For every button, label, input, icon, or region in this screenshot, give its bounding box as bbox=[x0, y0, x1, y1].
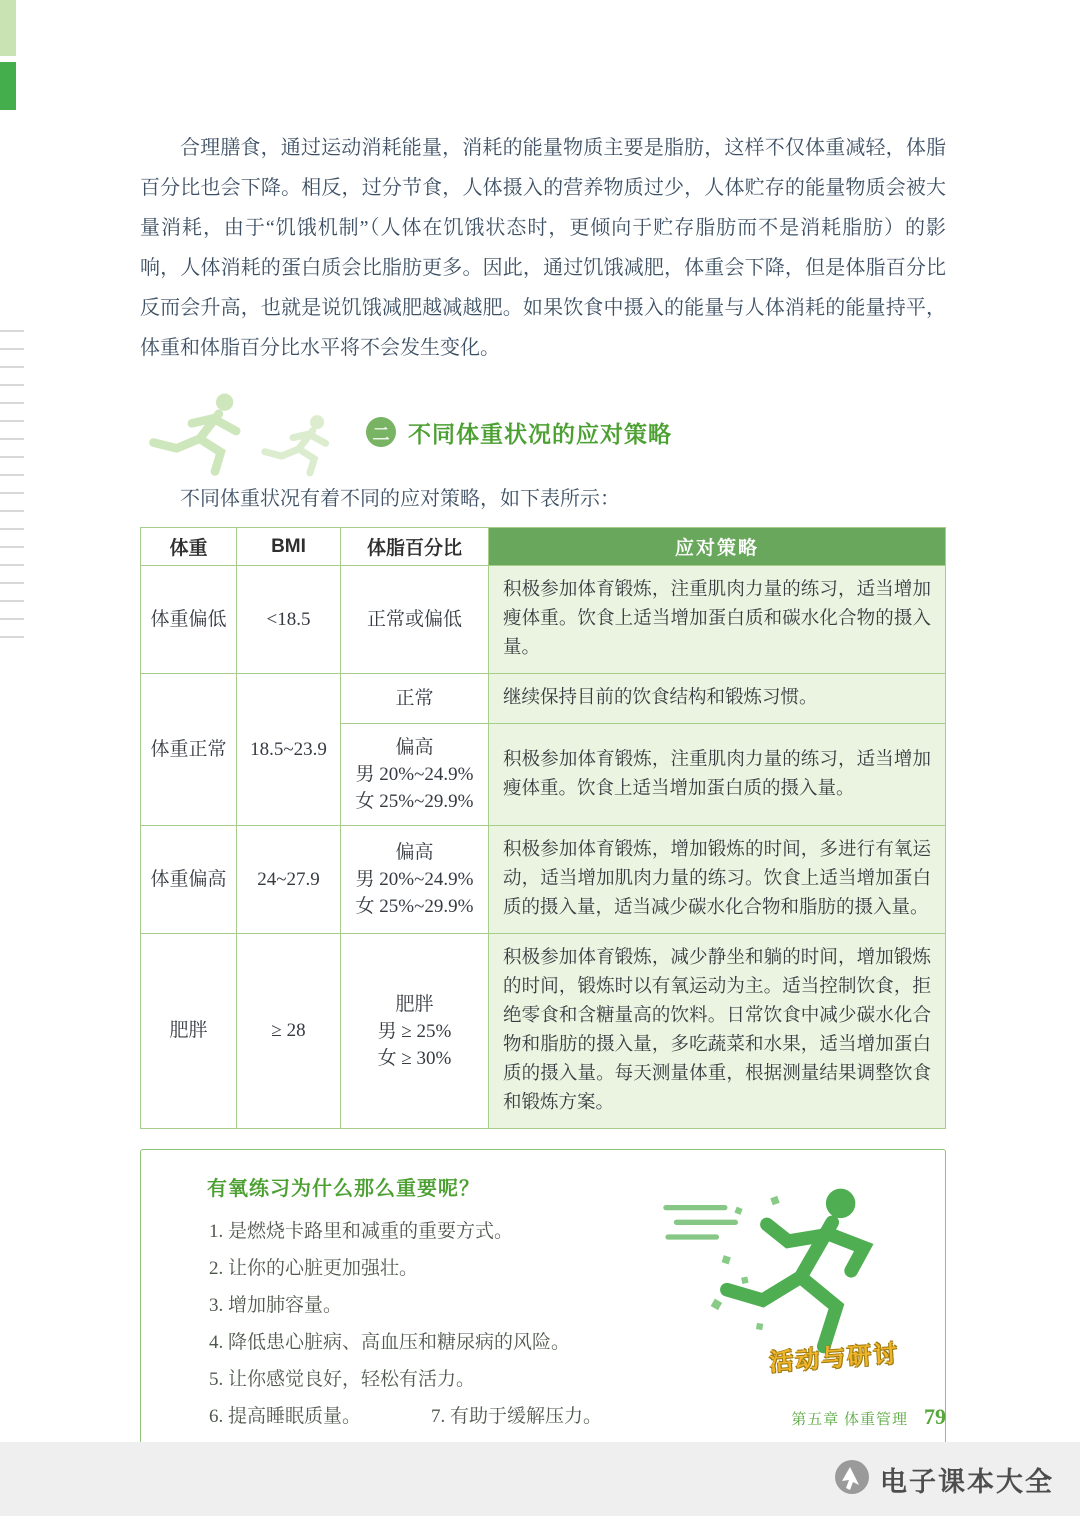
cell-bodyfat bbox=[341, 724, 489, 826]
bodyfat-label: 偏高 bbox=[395, 737, 434, 758]
cell-weight: 体重正常 bbox=[141, 674, 237, 826]
activity-item: 1. 是燃烧卡路里和减重的重要方式。 bbox=[209, 1221, 514, 1242]
cell-bmi: 18.5~23.9 bbox=[237, 674, 341, 826]
table-row bbox=[141, 566, 946, 674]
footer-chapter: 第五章 体重管理 bbox=[791, 1412, 908, 1428]
runner-silhouettes-icon bbox=[140, 387, 340, 477]
cell-weight: 肥胖 bbox=[141, 934, 237, 1129]
header-strategy: 应对策略 bbox=[489, 528, 946, 566]
cell-weight: 体重偏高 bbox=[141, 826, 237, 934]
cell-strategy: 积极参加体育锻炼，增加锻炼的时间，多进行有氧运动，适当增加肌肉力量的练习。饮食上适当增加蛋白质的摄入量，适当减少碳水化合物和脂肪的摄入量。 bbox=[489, 826, 946, 934]
watermark-strip bbox=[0, 1442, 1080, 1516]
bodyfat-female: 女 25%~29.9% bbox=[355, 896, 474, 917]
cell-bmi: ≥ 28 bbox=[237, 934, 341, 1129]
page-footer bbox=[791, 1404, 946, 1430]
publisher-logo-icon bbox=[834, 1459, 870, 1500]
corner-bar-light bbox=[0, 0, 16, 56]
cell-strategy: 积极参加体育锻炼，注重肌肉力量的练习，适当增加瘦体重。饮食上适当增加蛋白质的摄入量。 bbox=[489, 724, 946, 826]
table-row bbox=[141, 826, 946, 934]
activity-item: 7. 有助于缓解压力。 bbox=[431, 1406, 603, 1427]
cell-bmi: 24~27.9 bbox=[237, 826, 341, 934]
table-header-row bbox=[141, 528, 946, 566]
activity-item: 3. 增加肺容量。 bbox=[209, 1295, 343, 1316]
bodyfat-male: 男 20%~24.9% bbox=[355, 764, 474, 785]
section-title: 不同体重状况的应对策略 bbox=[408, 420, 672, 447]
cell-strategy: 积极参加体育锻炼，减少静坐和躺的时间，增加锻炼的时间，锻炼时以有氧运动为主。适当控制饮食，拒绝零食和含糖量高的饮料。日常饮食中减少碳水化合物和脂肪的摄入量，多吃蔬菜和水果，适当增加蛋白质的摄入量。每天测量体重，根据测量结果调整饮食和锻炼方案。 bbox=[489, 934, 946, 1129]
lead-sentence: 不同体重状况有着不同的应对策略，如下表所示： bbox=[180, 488, 620, 510]
cell-strategy: 积极参加体育锻炼，注重肌肉力量的练习，适当增加瘦体重。饮食上适当增加蛋白质和碳水化合物的摄入量。 bbox=[489, 566, 946, 674]
table-row bbox=[141, 674, 946, 724]
footer-page-number: 79 bbox=[924, 1404, 946, 1429]
cell-bmi: <18.5 bbox=[237, 566, 341, 674]
activity-item: 5. 让你感觉良好，轻松有活力。 bbox=[209, 1369, 476, 1390]
activity-item: 6. 提高睡眠质量。 bbox=[209, 1406, 362, 1427]
cell-strategy: 继续保持目前的饮食结构和锻炼习惯。 bbox=[489, 674, 946, 724]
header-bmi: BMI bbox=[237, 528, 341, 566]
cell-weight: 体重偏低 bbox=[141, 566, 237, 674]
bodyfat-male: 男 20%~24.9% bbox=[355, 869, 474, 890]
section-number-badge: 二 bbox=[366, 417, 396, 447]
weight-strategy-table bbox=[140, 527, 946, 1129]
bodyfat-female: 女 ≥ 30% bbox=[377, 1047, 452, 1069]
bodyfat-label: 肥胖 bbox=[395, 993, 434, 1015]
cell-bodyfat: 正常 bbox=[341, 674, 489, 724]
header-weight: 体重 bbox=[141, 528, 237, 566]
activity-badge: 活动与研讨 bbox=[768, 1340, 900, 1377]
section-title-wrap bbox=[366, 416, 672, 449]
watermark-text: 电子课本大全 bbox=[880, 1466, 1054, 1497]
bodyfat-label: 偏高 bbox=[395, 842, 434, 863]
bodyfat-female: 女 25%~29.9% bbox=[355, 791, 474, 812]
corner-bar-dark bbox=[0, 62, 16, 110]
activity-box-title: 有氧练习为什么那么重要呢？ bbox=[207, 1178, 480, 1200]
cell-bodyfat bbox=[341, 826, 489, 934]
cell-bodyfat: 正常或偏低 bbox=[341, 566, 489, 674]
activity-item: 4. 降低患心脏病、高血压和糖尿病的风险。 bbox=[209, 1332, 571, 1353]
header-bodyfat: 体脂百分比 bbox=[341, 528, 489, 566]
intro-paragraph: 合理膳食，通过运动消耗能量，消耗的能量物质主要是脂肪，这样不仅体重减轻，体脂百分比也会下降。相反，过分节食，人体摄入的营养物质过少，人体贮存的能量物质会被大量消耗，由于“饥饿机制”（人体在饥饿状态时，更倾向于贮存脂肪而不是消耗脂肪）的影响，人体消耗的蛋白质会比脂肪更多。因此，通过饥饿减肥，体重会下降，但是体脂百分比反而会升高，也就是说饥饿减肥越减越肥。如果饮食中摄入的能量与人体消耗的能量持平，体重和体脂百分比水平将不会发生变化。 bbox=[140, 137, 946, 359]
page-content bbox=[140, 128, 946, 1516]
bodyfat-male: 男 ≥ 25% bbox=[377, 1020, 452, 1042]
table-row bbox=[141, 934, 946, 1129]
page-edge-marks bbox=[0, 330, 24, 642]
cell-bodyfat bbox=[341, 934, 489, 1129]
activity-item: 2. 让你的心脏更加强壮。 bbox=[209, 1258, 419, 1279]
section-header bbox=[140, 390, 946, 474]
